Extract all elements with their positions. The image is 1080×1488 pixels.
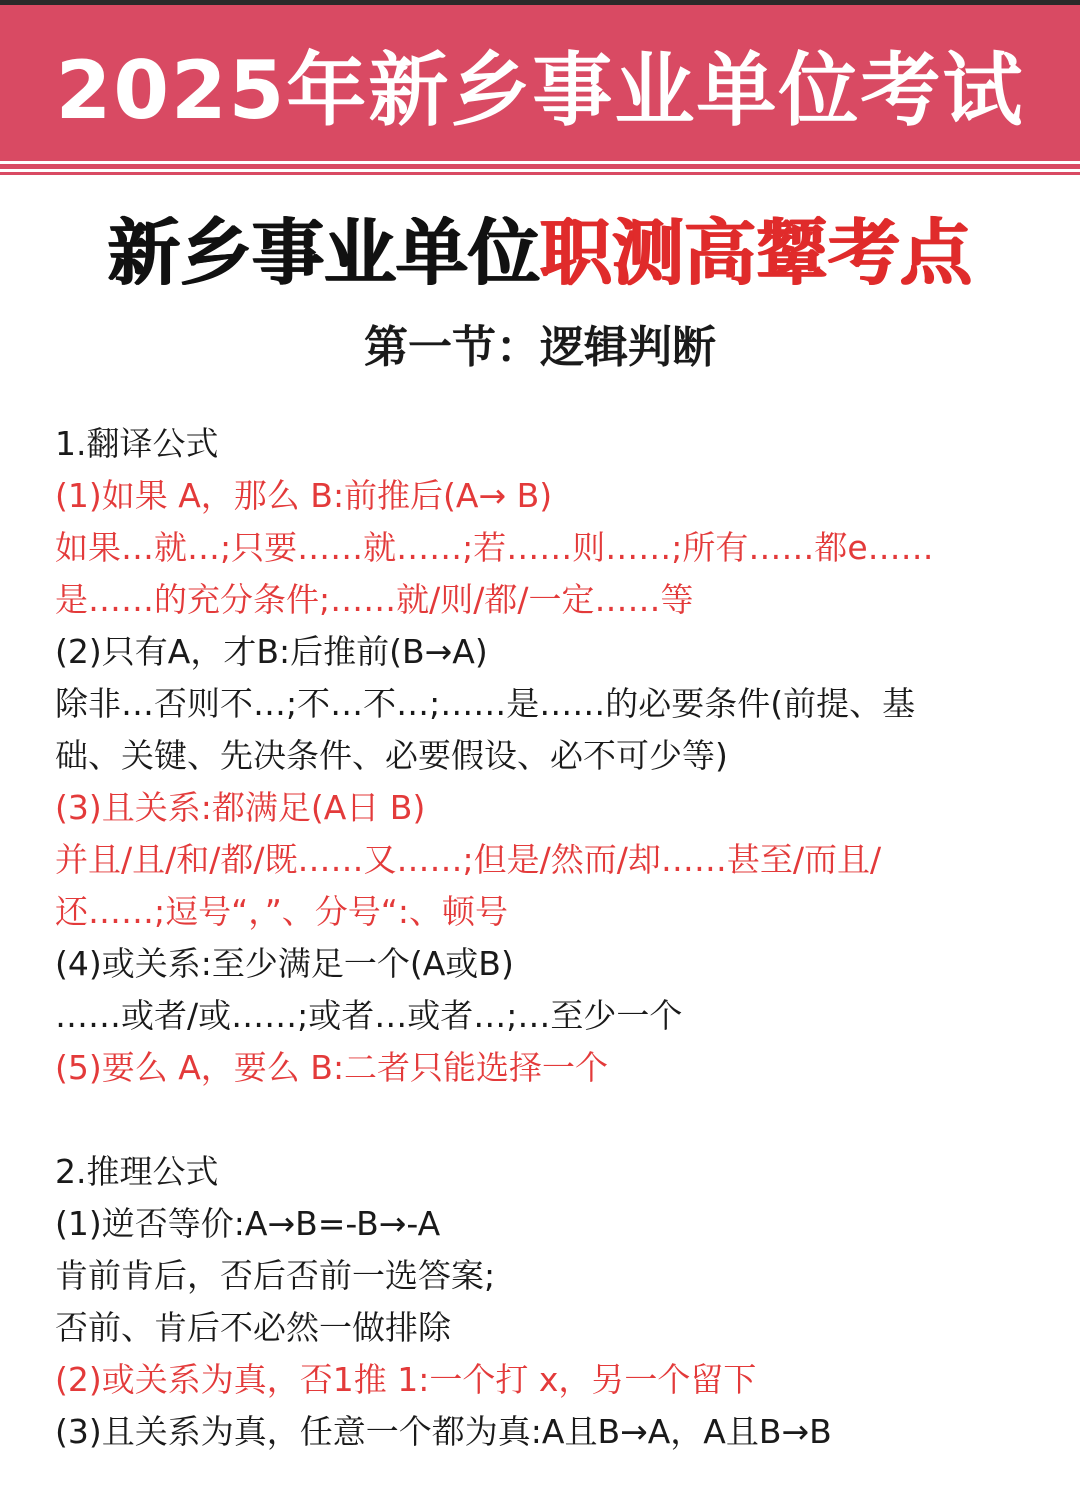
list-item: (2)或关系为真，否1推 1:一个打 x，另一个留下 <box>55 1360 757 1399</box>
list-item: (1)逆否等价:A→B=-B→-A <box>55 1204 441 1243</box>
list-item: 除非…否则不…;不…不…;……是……的必要条件(前提、基 <box>55 684 916 723</box>
list-item: ……或者/或……;或者…或者…;…至少一个 <box>55 996 683 1035</box>
list-item: 否前、肯后不必然一做排除 <box>55 1308 451 1347</box>
list-item: (5)要么 A，要么 B:二者只能选择一个 <box>55 1048 609 1087</box>
banner-divider-thin <box>0 172 1080 175</box>
section-heading-reasoning: 2.推理公式 <box>55 1152 219 1191</box>
page-headline <box>0 208 1080 298</box>
section-title: 第一节：逻辑判断 <box>364 322 716 373</box>
content-body <box>55 418 1055 1458</box>
headline-black-part: 新乡事业单位 <box>107 210 540 295</box>
section-spacer <box>55 1094 1055 1146</box>
headline-red-part: 职测高颦考点 <box>540 210 973 295</box>
list-item: 并且/且/和/都/既……又……;但是/然而/却……甚至/而且/ <box>55 840 882 879</box>
list-item: (3)且关系:都满足(A日 B) <box>55 788 426 827</box>
list-item: 还……;逗号“，”、分号“:、顿号 <box>55 892 509 931</box>
list-item: (4)或关系:至少满足一个(A或B) <box>55 944 514 983</box>
list-item: (2)只有A，才B:后推前(B→A) <box>55 632 488 671</box>
title-banner <box>0 5 1080 161</box>
list-item: 如果…就…;只要……就……;若……则……;所有……都e…… <box>55 528 934 567</box>
section-heading-translation: 1.翻译公式 <box>55 424 219 463</box>
banner-title: 2025年新乡事业单位考试 <box>55 43 1025 137</box>
list-item: (3)且关系为真，任意一个都为真:A且B→A，A且B→B <box>55 1412 832 1451</box>
list-item: 肯前肯后，否后否前一选答案; <box>55 1256 496 1295</box>
list-item: (1)如果 A，那么 B:前推后(A→ B) <box>55 476 553 515</box>
banner-divider <box>0 164 1080 169</box>
list-item: 础、关键、先决条件、必要假设、必不可少等) <box>55 736 728 775</box>
list-item: 是……的充分条件;……就/则/都/一定……等 <box>55 580 694 619</box>
